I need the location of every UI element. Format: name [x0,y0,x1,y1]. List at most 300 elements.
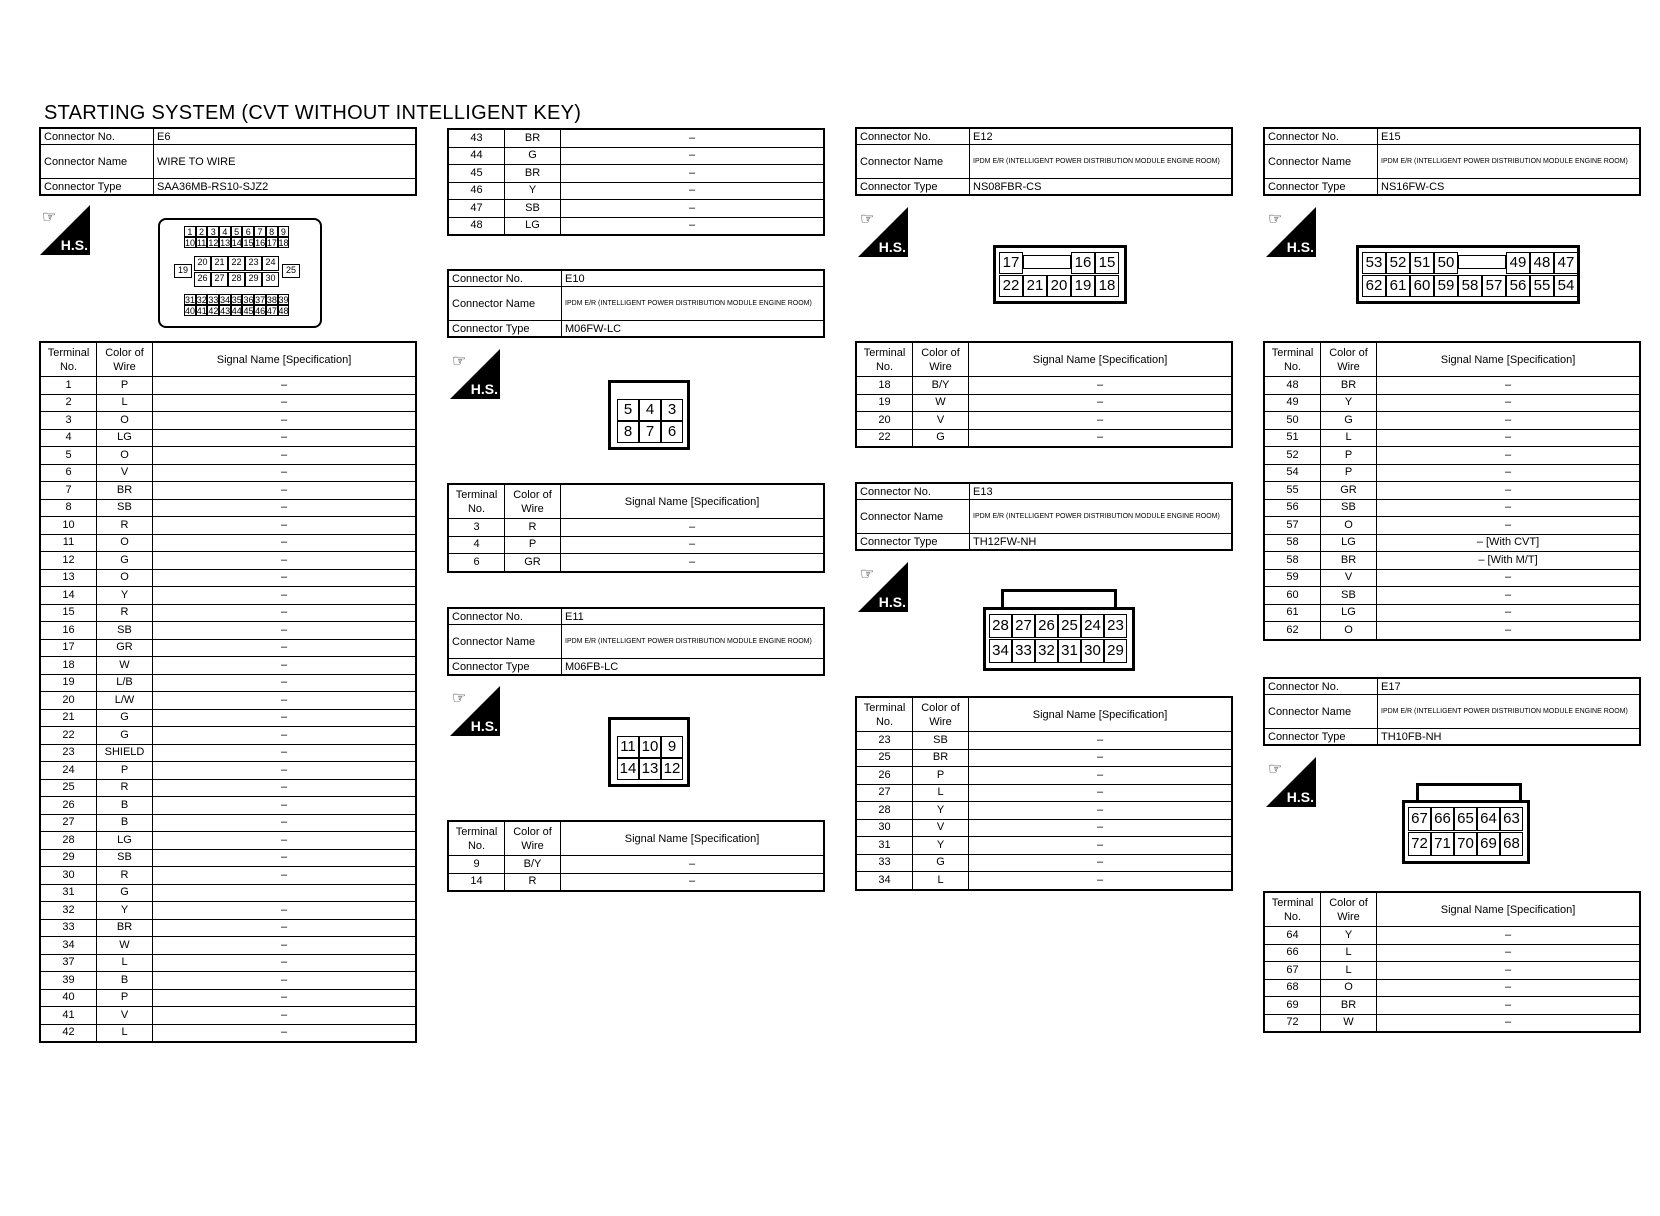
pin-cell: 26 [194,272,211,287]
connector-no-value: E11 [562,608,825,625]
signal-name-header: Signal Name [Specification] [153,342,417,377]
connector-no-label: Connector No. [40,128,154,145]
wire-color-cell: R [505,873,561,891]
terminal-no-cell: 51 [1264,429,1321,447]
pin-cell: 15 [1095,252,1119,274]
connector-no-label: Connector No. [448,608,562,625]
pin-cell: 47 [1554,252,1578,274]
connector-name-label: Connector Name [856,145,970,179]
terminal-no-cell: 68 [1264,979,1321,997]
signal-name-cell: – [969,837,1233,855]
wire-color-cell: Y [913,837,969,855]
connector-no-label: Connector No. [856,128,970,145]
wire-color-cell: L [913,784,969,802]
pin-cell: 24 [262,256,279,271]
signal-name-cell: – [1377,394,1641,412]
wire-color-cell: O [97,569,153,587]
wire-color-cell: SB [1321,499,1377,517]
table-row [1264,944,1640,962]
wire-color-cell: P [97,762,153,780]
terminal-no-cell: 44 [448,147,505,165]
table-row [40,517,416,535]
table-row [448,129,824,147]
table-row [448,200,824,218]
wire-color-cell: LG [505,217,561,235]
connector-type-label: Connector Type [856,179,970,196]
table-row [856,767,1232,785]
wire-color-cell: BR [1321,997,1377,1015]
wire-color-cell: GR [505,554,561,572]
table-row [40,867,416,885]
terminal-no-cell: 29 [40,849,97,867]
table-row [856,394,1232,412]
pin-cell: 32 [196,295,207,305]
latch-slot [1458,255,1506,269]
pin-cell: 43 [220,306,231,316]
signal-name-cell: – [1377,927,1641,945]
pin-cell: 16 [1071,252,1095,274]
table-row [448,165,824,183]
color-of-wire-header: Color of Wire [913,697,969,732]
pin-cell: 28 [989,614,1012,638]
signal-name-cell: – [561,856,825,874]
table-row [40,849,416,867]
signal-name-cell: – [153,954,417,972]
table-row [40,552,416,570]
pin-cell: 10 [639,736,661,758]
signal-name-cell: – [153,779,417,797]
pin-cell: 12 [208,238,219,248]
terminal-no-cell: 30 [856,819,913,837]
wire-color-cell: Y [505,182,561,200]
pin-cell: 33 [208,295,219,305]
table-row [40,709,416,727]
signal-name-cell: – [153,429,417,447]
pin-cell: 49 [1506,252,1530,274]
connector-type-value: SAA36MB-RS10-SJZ2 [154,179,417,196]
signal-name-cell: – [153,989,417,1007]
terminal-no-cell: 16 [40,622,97,640]
connector-type-label: Connector Type [448,659,562,676]
terminal-table-e6-continued [447,128,825,236]
pin-cell: 72 [1408,832,1431,856]
terminal-no-cell: 27 [40,814,97,832]
wire-color-cell: W [1321,1014,1377,1032]
pin-cell: 59 [1434,275,1458,297]
wire-color-cell: W [97,937,153,955]
terminal-no-cell: 12 [40,552,97,570]
pin-cell: 20 [1047,275,1071,297]
connector-name-value: IPDM E/R (INTELLIGENT POWER DISTRIBUTION MODULE ENGINE ROOM) [970,500,1233,534]
table-row [856,819,1232,837]
signal-name-cell: – [153,482,417,500]
signal-name-cell: – [153,937,417,955]
table-row [40,657,416,675]
wire-color-cell: O [97,412,153,430]
wire-color-cell: LG [1321,604,1377,622]
signal-name-cell: – [1377,604,1641,622]
wire-color-cell: LG [97,832,153,850]
wire-color-cell: G [97,552,153,570]
terminal-no-cell: 14 [40,587,97,605]
terminal-no-cell: 58 [1264,552,1321,570]
signal-name-header: Signal Name [Specification] [969,342,1233,377]
connector-type-label: Connector Type [1264,729,1378,746]
wire-color-cell: W [97,657,153,675]
wire-color-cell: Y [97,587,153,605]
signal-name-cell: – [1377,482,1641,500]
table-row [40,884,416,902]
pin-cell: 4 [219,226,231,237]
wire-color-cell: L/B [97,674,153,692]
terminal-no-cell: 67 [1264,962,1321,980]
terminal-no-cell: 28 [40,832,97,850]
table-row [1264,482,1640,500]
pin-cell: 22 [999,275,1023,297]
connector-type-value: TH12FW-NH [970,534,1233,551]
signal-name-cell: – [561,165,825,183]
terminal-no-header: Terminal No. [448,821,505,856]
terminal-no-cell: 10 [40,517,97,535]
terminal-no-cell: 3 [448,519,505,537]
pin-cell: 3 [207,226,219,237]
wire-color-cell: V [913,412,969,430]
table-row [40,937,416,955]
table-row [1264,604,1640,622]
signal-name-cell: – [153,534,417,552]
pin-cell: 51 [1410,252,1434,274]
wire-color-cell: Y [1321,394,1377,412]
connector-name-label: Connector Name [40,145,154,179]
table-row [40,727,416,745]
terminal-no-cell: 50 [1264,412,1321,430]
signal-name-cell: – [969,732,1233,750]
terminal-no-cell: 22 [40,727,97,745]
signal-name-cell: – [With M/T] [1377,552,1641,570]
wire-color-cell: SB [97,622,153,640]
table-row [1264,412,1640,430]
pin-cell: 11 [617,736,639,758]
pin-cell: 19 [1071,275,1095,297]
pin-cell: 14 [617,758,639,780]
terminal-no-cell: 41 [40,1007,97,1025]
signal-name-cell: – [561,129,825,147]
pin-cell: 7 [639,421,661,443]
harness-side-icon: ☞ H.S. [450,349,500,399]
connector-face-e12 [993,245,1127,304]
connector-face-e11 [608,717,690,787]
terminal-no-cell: 15 [40,604,97,622]
pin-cell: 21 [211,256,228,271]
connector-type-label: Connector Type [40,179,154,196]
table-row [40,429,416,447]
pin-cell: 29 [1104,639,1127,663]
terminal-no-cell: 28 [856,802,913,820]
terminal-no-cell: 55 [1264,482,1321,500]
wire-color-cell: L [913,872,969,890]
wire-color-cell: V [97,464,153,482]
pin-cell: 54 [1554,275,1578,297]
terminal-no-cell: 61 [1264,604,1321,622]
connector-info-e11 [447,607,825,676]
table-row [1264,447,1640,465]
pin-cell: 18 [278,238,289,248]
wire-color-cell: R [97,517,153,535]
signal-name-cell: – [153,517,417,535]
terminal-no-cell: 72 [1264,1014,1321,1032]
table-row [40,919,416,937]
terminal-no-cell: 57 [1264,517,1321,535]
wire-color-cell: BR [97,482,153,500]
pin-cell: 16 [255,238,266,248]
wire-color-cell: LG [97,429,153,447]
pin-cell: 14 [231,238,242,248]
wire-color-cell: P [505,536,561,554]
table-row [40,692,416,710]
connector-type-label: Connector Type [448,321,562,338]
pin-cell: 31 [185,295,196,305]
signal-name-cell: – [561,554,825,572]
terminal-table-e11 [447,820,825,892]
signal-name-cell: – [153,622,417,640]
table-row [1264,499,1640,517]
connector-name-value: IPDM E/R (INTELLIGENT POWER DISTRIBUTION MODULE ENGINE ROOM) [1378,695,1641,729]
table-row [40,674,416,692]
terminal-no-cell: 43 [448,129,505,147]
signal-name-cell: – [1377,569,1641,587]
wire-color-cell: G [97,709,153,727]
pin-cell: 30 [1081,639,1104,663]
signal-name-cell: – [1377,464,1641,482]
table-row [448,554,824,572]
terminal-no-cell: 31 [856,837,913,855]
table-row [1264,429,1640,447]
signal-name-header: Signal Name [Specification] [1377,892,1641,927]
terminal-no-header: Terminal No. [856,697,913,732]
pin-cell: 48 [1530,252,1554,274]
wire-color-cell: B [97,797,153,815]
wire-color-cell: SB [913,732,969,750]
connector-no-label: Connector No. [448,270,562,287]
signal-name-cell: – [1377,997,1641,1015]
table-row [448,873,824,891]
connector-info-e6 [39,127,417,196]
signal-name-cell: – [561,182,825,200]
signal-name-cell: – [153,867,417,885]
terminal-no-cell: 33 [856,854,913,872]
pin-cell: 55 [1530,275,1554,297]
wire-color-cell: V [1321,569,1377,587]
harness-side-icon: ☞ H.S. [450,686,500,736]
signal-name-cell: – [With CVT] [1377,534,1641,552]
terminal-no-cell: 47 [448,200,505,218]
terminal-no-cell: 2 [40,394,97,412]
terminal-no-cell: 17 [40,639,97,657]
harness-side-icon: ☞ H.S. [858,562,908,612]
terminal-no-cell: 25 [856,749,913,767]
table-row [40,779,416,797]
terminal-no-header: Terminal No. [1264,892,1321,927]
wire-color-cell: BR [505,129,561,147]
signal-name-cell: – [969,377,1233,395]
table-row [40,377,416,395]
pin-cell: 67 [1408,807,1431,831]
connector-face-e6 [158,218,322,328]
signal-name-cell: – [969,412,1233,430]
pin-cell: 25 [1058,614,1081,638]
table-row [856,429,1232,447]
table-row [40,534,416,552]
wire-color-cell: G [505,147,561,165]
pin-cell: 17 [266,238,277,248]
table-row [1264,622,1640,640]
terminal-table-e17 [1263,891,1641,1033]
signal-name-cell: – [153,744,417,762]
terminal-no-header: Terminal No. [40,342,97,377]
wire-color-cell: V [97,1007,153,1025]
connector-type-value: NS08FBR-CS [970,179,1233,196]
wire-color-cell: G [913,854,969,872]
table-row [40,499,416,517]
wire-color-cell: R [505,519,561,537]
table-row [40,1007,416,1025]
wire-color-cell: Y [1321,927,1377,945]
face-side-left: 19 [174,264,192,278]
harness-side-icon: ☞ H.S. [858,207,908,257]
signal-name-cell: – [969,767,1233,785]
connector-no-label: Connector No. [856,483,970,500]
table-row [448,217,824,235]
table-row [1264,962,1640,980]
connector-name-value: IPDM E/R (INTELLIGENT POWER DISTRIBUTION MODULE ENGINE ROOM) [970,145,1233,179]
wire-color-cell: L [97,954,153,972]
table-row [856,732,1232,750]
connector-info-e12 [855,127,1233,196]
pin-cell: 52 [1386,252,1410,274]
wire-color-cell: P [97,377,153,395]
table-row [40,744,416,762]
wire-color-cell: B/Y [913,377,969,395]
signal-name-cell: – [1377,962,1641,980]
table-row [40,622,416,640]
color-of-wire-header: Color of Wire [97,342,153,377]
terminal-no-cell: 33 [40,919,97,937]
wire-color-cell: GR [1321,482,1377,500]
pin-cell: 46 [255,306,266,316]
connector-name-label: Connector Name [856,500,970,534]
terminal-no-header: Terminal No. [1264,342,1321,377]
terminal-no-cell: 54 [1264,464,1321,482]
terminal-no-cell: 49 [1264,394,1321,412]
pin-cell: 5 [231,226,243,237]
pin-cell: 66 [1431,807,1454,831]
table-row [448,519,824,537]
table-row [1264,552,1640,570]
terminal-no-header: Terminal No. [856,342,913,377]
connector-type-value: M06FW-LC [562,321,825,338]
signal-name-header: Signal Name [Specification] [969,697,1233,732]
connector-no-label: Connector No. [1264,678,1378,695]
pin-cell: 27 [1012,614,1035,638]
connector-type-value: TH10FB-NH [1378,729,1641,746]
signal-name-cell: – [1377,377,1641,395]
signal-name-header: Signal Name [Specification] [1377,342,1641,377]
signal-name-cell: – [153,394,417,412]
terminal-table-e6 [39,341,417,1043]
terminal-no-cell: 69 [1264,997,1321,1015]
wire-color-cell: SB [97,499,153,517]
connector-type-label: Connector Type [856,534,970,551]
wire-color-cell: G [913,429,969,447]
terminal-table-e13 [855,696,1233,891]
terminal-no-cell: 8 [40,499,97,517]
pin-cell: 58 [1458,275,1482,297]
color-of-wire-header: Color of Wire [505,484,561,519]
terminal-no-cell: 27 [856,784,913,802]
signal-name-cell: – [153,814,417,832]
table-row [40,447,416,465]
terminal-no-cell: 26 [856,767,913,785]
terminal-no-cell: 40 [40,989,97,1007]
wire-color-cell: SB [97,849,153,867]
terminal-no-cell: 3 [40,412,97,430]
table-row [1264,464,1640,482]
connector-no-value: E12 [970,128,1233,145]
pin-cell: 13 [639,758,661,780]
pin-cell: 4 [639,399,661,421]
signal-name-cell: – [1377,979,1641,997]
pin-cell: 39 [278,295,289,305]
pin-cell: 22 [228,256,245,271]
wire-color-cell: L [1321,944,1377,962]
table-row [856,854,1232,872]
signal-name-cell: – [153,499,417,517]
signal-name-cell: – [1377,499,1641,517]
signal-name-cell: – [969,802,1233,820]
wire-color-cell: BR [1321,552,1377,570]
pin-cell: 23 [1104,614,1127,638]
terminal-no-cell: 11 [40,534,97,552]
wire-color-cell: L [1321,962,1377,980]
pin-cell: 2 [196,226,208,237]
signal-name-cell: – [1377,1014,1641,1032]
pin-cell: 37 [255,295,266,305]
connector-info-e17 [1263,677,1641,746]
connector-name-value: IPDM E/R (INTELLIGENT POWER DISTRIBUTION MODULE ENGINE ROOM) [562,287,825,321]
pin-cell: 70 [1454,832,1477,856]
pin-cell: 1 [184,226,196,237]
table-row [40,412,416,430]
signal-name-cell: – [153,604,417,622]
signal-name-cell: – [969,819,1233,837]
signal-name-cell: – [561,873,825,891]
terminal-no-cell: 20 [856,412,913,430]
signal-name-cell: – [1377,429,1641,447]
pin-cell: 7 [254,226,266,237]
wire-color-cell: B [97,814,153,832]
connector-name-label: Connector Name [1264,695,1378,729]
wire-color-cell: O [97,447,153,465]
signal-name-cell: – [561,519,825,537]
signal-name-cell: – [1377,412,1641,430]
table-row [1264,517,1640,535]
pin-cell: 69 [1477,832,1500,856]
signal-name-cell: – [153,412,417,430]
signal-name-cell: – [153,377,417,395]
wire-color-cell: O [1321,622,1377,640]
terminal-no-cell: 13 [40,569,97,587]
wire-color-cell: G [1321,412,1377,430]
